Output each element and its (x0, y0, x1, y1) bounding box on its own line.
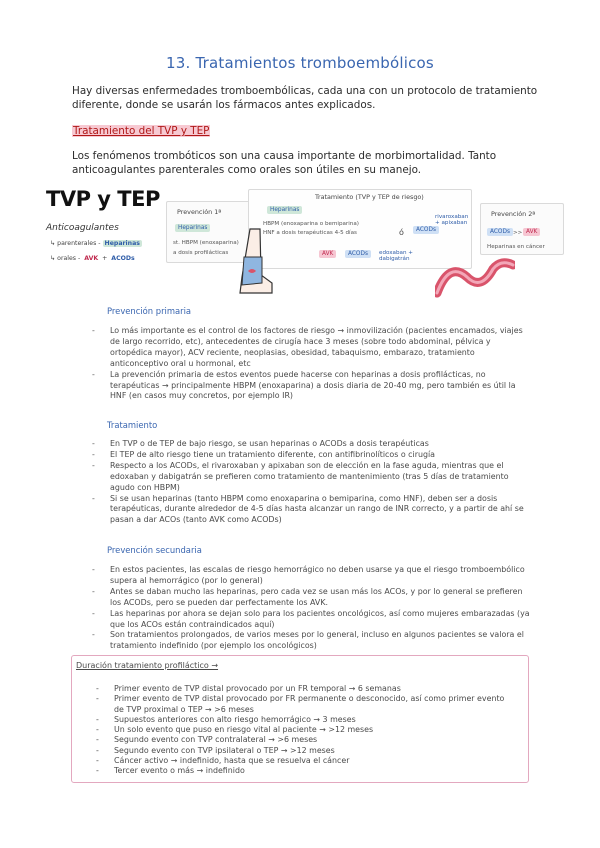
list-item: - El TEP de alto riesgo tiene un tratamiento diferente, con antifibrinolíticos o cirugía (92, 450, 532, 461)
prev1-heparinas: Heparinas (175, 224, 210, 232)
trat-or: ó (399, 228, 404, 237)
list-item: - Segundo evento con TVP ipsilateral o TEP → >12 meses (96, 746, 516, 756)
trat-title: Tratamiento (TVP y TEP de riesgo) (315, 193, 424, 201)
list-item: - Son tratamientos prolongados, de varios meses por lo general, incluso en algunos pacientes se valora el tratamiento indefinido (por ejemplo los oncológicos) (92, 630, 532, 652)
list-item: - Tercer evento o más → indefinido (96, 766, 516, 776)
intro-paragraph-2: Los fenómenos trombóticos son una causa importante de morbimortalidad. Tanto anticoagulantes parenterales como orales son útiles en su manejo. (72, 150, 497, 176)
prev2-avk: AVK (523, 228, 540, 236)
tratamiento-list (92, 439, 532, 526)
trat-acods: ACODs (413, 226, 439, 234)
prevencion-secundaria-list (92, 565, 532, 652)
list-item: - La prevención primaria de estos eventos puede hacerse con heparinas a dosis profilácticas, no terapéuticas → principalmente HBPM (enoxaparina) a dosis diaria de 20-40 mg, pero también es útil la HNF (en casos muy concretos, por ejemplo IR) (92, 370, 532, 403)
trat-line2: HNF a dosis terapéuticas 4-5 días (263, 230, 357, 236)
list-item: - En estos pacientes, las escalas de riesgo hemorrágico no deben usarse ya que el riesgo tromboembólico supera al hemorrágico (por lo general) (92, 565, 532, 587)
duracion-title: Duración tratamiento profiláctico → (76, 661, 219, 670)
trat-rivaroxaban: rivaroxaban + apixaban (435, 214, 469, 226)
leg-illustration (228, 227, 278, 299)
list-item: - Cáncer activo → indefinido, hasta que se resuelva el cáncer (96, 756, 516, 766)
section-heading-tvp-tep: Tratamiento del TVP y TEP (73, 125, 210, 137)
treatment-infographic (40, 185, 570, 300)
list-item: - Respecto a los ACODs, el rivaroxaban y apixaban son de elección en la fase aguda, mientras que el edoxaban y dabigatrán se prefieren como tratamiento de mantenimiento (tras 5 días de tratamiento agudo con HBPM) (92, 461, 532, 494)
prev1-title: Prevención 1ª (177, 208, 222, 216)
trat-edoxaban: edoxaban + dabigatrán (379, 250, 413, 262)
list-item: - Primer evento de TVP distal provocado por un FR temporal → 6 semanas (96, 684, 516, 694)
prevencion-primaria-list (92, 326, 532, 402)
trat-line1: HBPM (enoxaparina o bemiparina) (263, 221, 359, 227)
list-item: - Las heparinas por ahora se dejan solo para los pacientes oncológicos, así como mujeres embarazadas (ya que los ACOs están contraindicados aquí) (92, 609, 532, 631)
page-title: 13. Tratamientos tromboembólicos (166, 54, 434, 72)
infographic-anticoagulantes: Anticoagulantes (46, 223, 119, 233)
list-item: - En TVP o de TEP de bajo riesgo, se usan heparinas o ACODs a dosis terapéuticas (92, 439, 532, 450)
prev2-box (480, 203, 564, 255)
section-prevencion-secundaria-title: Prevención secundaria (107, 545, 202, 555)
prev1-line2: a dosis profilácticas (173, 250, 229, 256)
section-prevencion-primaria-title: Prevención primaria (107, 306, 192, 316)
section-tratamiento-title: Tratamiento (107, 420, 158, 430)
infographic-orales: ↳ orales - AVK + ACODs (50, 255, 135, 262)
prev2-acods: ACODs (487, 228, 513, 236)
list-item: - Supuestos anteriores con alto riesgo hemorrágico → 3 meses (96, 715, 516, 725)
list-item: - Antes se daban mucho las heparinas, pero cada vez se usan más los ACOs, y por lo general se prefieren los ACODs, pero se pueden dar perfectamente los AVK. (92, 587, 532, 609)
prev1-line1: st. HBPM (enoxaparina) (173, 240, 239, 246)
prev2-cancer: Heparinas en cáncer (487, 244, 545, 250)
vessel-illustration (435, 255, 515, 300)
trat-heparinas: Heparinas (267, 206, 302, 214)
list-item: - Segundo evento con TVP contralateral → >6 meses (96, 735, 516, 745)
prev2-gt: >> (513, 230, 523, 236)
trat-acods-2: ACODs (345, 250, 371, 258)
trat-avk: AVK (319, 250, 336, 258)
list-item: - Si se usan heparinas (tanto HBPM como enoxaparina o bemiparina, como HNF), deben ser a dosis terapéuticas, durante alrededor de 4-5 días hasta alcanzar un rango de INR correcto, y a partir de ahí se pasan a dar ACOs (tanto AVK como ACODs) (92, 494, 532, 527)
prev2-title: Prevención 2ª (491, 210, 536, 218)
list-item: - Lo más importante es el control de los factores de riesgo → inmovilización (pacientes encamados, viajes de largo recorrido, etc), antecedentes de cirugía hace 3 meses (sobre todo abdominal, pélvica y ortopédica mayor), ACV reciente, neoplasias, obesidad, tabaquismo, embarazo, tratamiento anticonceptivo oral u hormonal, etc (92, 326, 532, 370)
infographic-parenterales: ↳ parenterales - Heparinas (50, 240, 140, 247)
list-item: - Primer evento de TVP distal provocado por FR permanente o desconocido, así como primer evento de TVP proximal o TEP → >6 meses (96, 694, 516, 715)
infographic-heading: TVP y TEP (46, 187, 160, 211)
intro-paragraph: Hay diversas enfermedades tromboembólicas, cada una con un protocolo de tratamiento diferente, donde se usarán los fármacos antes explicados. (72, 85, 538, 111)
list-item: - Un solo evento que puso en riesgo vital al paciente → >12 meses (96, 725, 516, 735)
duracion-list (96, 684, 516, 777)
